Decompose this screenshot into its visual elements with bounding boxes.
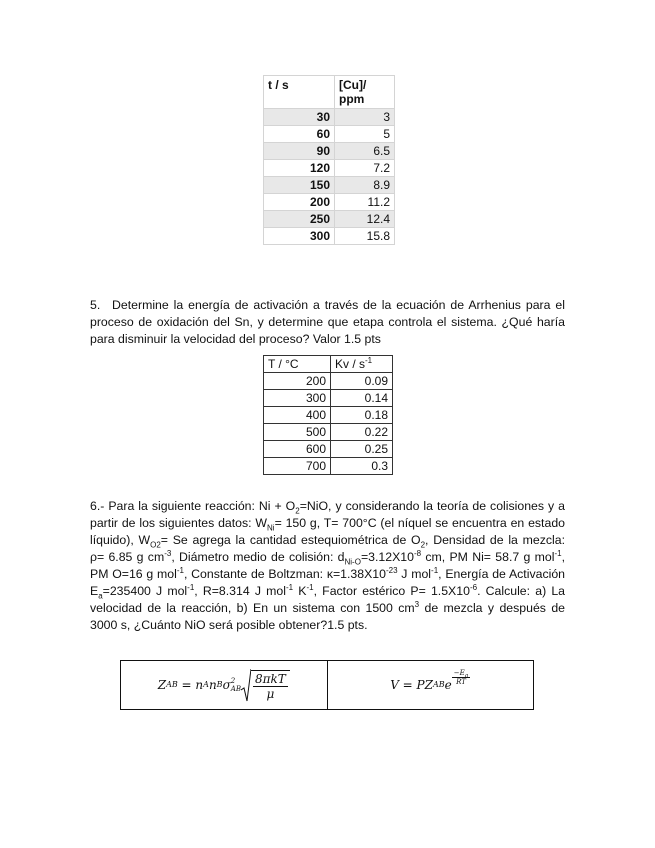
cell-t: 150: [264, 177, 335, 194]
cell-temp: 600: [264, 441, 331, 458]
header-kv: Kv / $s^{-1}$: [331, 356, 393, 373]
table-row: [264, 143, 395, 160]
cell-cu: 3: [335, 109, 395, 126]
cell-cu: 12.4: [335, 211, 395, 228]
cell-kv: 0.18: [331, 407, 393, 424]
cell-kv: 0.3: [331, 458, 393, 475]
cell-cu: 7.2: [335, 160, 395, 177]
table-row: [264, 194, 395, 211]
cell-cu: 8.9: [335, 177, 395, 194]
cell-t: 30: [264, 109, 335, 126]
table-row: [264, 424, 393, 441]
cell-t: 60: [264, 126, 335, 143]
table-header-row: [264, 356, 393, 373]
question-6-text: 6.- Para la siguiente reacción: $Ni + O_2=NiO$, y considerando la teoría de colisiones y a partir de los siguientes datos: $W_{Ni}= 150$ g, T= 700°C (el níquel se encuentra en estado líquido), $W_{O2}= Se$ agrega la cantidad estequiométrica de $O_2$, Densidad de la mezcla: ρ= 6.85 g $cm^{-3}$, Diámetro medio de colisión: $d_{Ni-O}=3.12X10^{-8}$ cm, PM Ni= 58.7 g mol$^{-1}$, PM O=16 g mol$^{-1}$, Constante de Boltzman: $\kappa=1.38X10^{-23}$ J mol$^{-1}$, Energía de Activación $E_a=235400$ J mol$^{-1}$, R=8.314 J mol$^{-1}$ $K^{-1}$, Factor estérico $P= 1.5X10^{-6}$. Calcule: a) La velocidad de la reacción, b) En un sistema con 1500 $cm^3$ de mezcla y después de 3000 s, ¿Cuánto NiO será posible obtener?1.5 pts.: [90, 499, 566, 632]
cell-cu: 5: [335, 126, 395, 143]
table-row: [264, 109, 395, 126]
table-row: [264, 228, 395, 245]
question-5-text: Determine la energía de activación a través de la ecuación de Arrhenius para el proceso de oxidación del Sn, y determine que etapa controla el sistema. ¿Qué haría para disminuir la velocidad del proceso? Valor 1.5 pts: [90, 298, 565, 346]
cell-temp: 700: [264, 458, 331, 475]
table-row: [264, 160, 395, 177]
table-row: [264, 177, 395, 194]
header-cu: [Cu]/ ppm: [335, 76, 395, 109]
question-5-number: 5.: [90, 298, 101, 312]
cell-cu: 6.5: [335, 143, 395, 160]
concentration-table: [263, 75, 395, 245]
cell-t: 250: [264, 211, 335, 228]
cell-temp: 300: [264, 390, 331, 407]
radical-sign-icon: [241, 668, 251, 702]
table-row: [264, 373, 393, 390]
question-6: [90, 498, 565, 634]
header-temperature: T / °C: [264, 356, 331, 373]
formula-box: [120, 660, 534, 710]
table-row: [264, 126, 395, 143]
cell-kv: 0.25: [331, 441, 393, 458]
table-header-row: [264, 76, 395, 109]
header-time: t / s: [264, 76, 335, 109]
cell-temp: 400: [264, 407, 331, 424]
table-row: [264, 211, 395, 228]
cell-t: 120: [264, 160, 335, 177]
table-row: [264, 390, 393, 407]
table-row: [264, 407, 393, 424]
rate-constant-table: [263, 355, 393, 475]
cell-temp: 200: [264, 373, 331, 390]
question-5: [90, 297, 565, 348]
cell-cu: 11.2: [335, 194, 395, 211]
cell-t: 90: [264, 143, 335, 160]
cell-kv: 0.09: [331, 373, 393, 390]
table-row: [264, 441, 393, 458]
table-row: [264, 458, 393, 475]
cell-t: 200: [264, 194, 335, 211]
cell-t: 300: [264, 228, 335, 245]
cell-temp: 500: [264, 424, 331, 441]
cell-cu: 15.8: [335, 228, 395, 245]
cell-kv: 0.14: [331, 390, 393, 407]
cell-kv: 0.22: [331, 424, 393, 441]
collision-frequency-formula: Z AB = n A n B σ 2 AB $\frac{\text{8πkT}}{\mu}$: [121, 661, 327, 709]
square-root: $\frac{\text{8πkT}}{\mu}$: [241, 668, 290, 702]
reaction-rate-formula: V = PZ AB e $\frac{-E_a}{RT}$: [327, 661, 534, 709]
